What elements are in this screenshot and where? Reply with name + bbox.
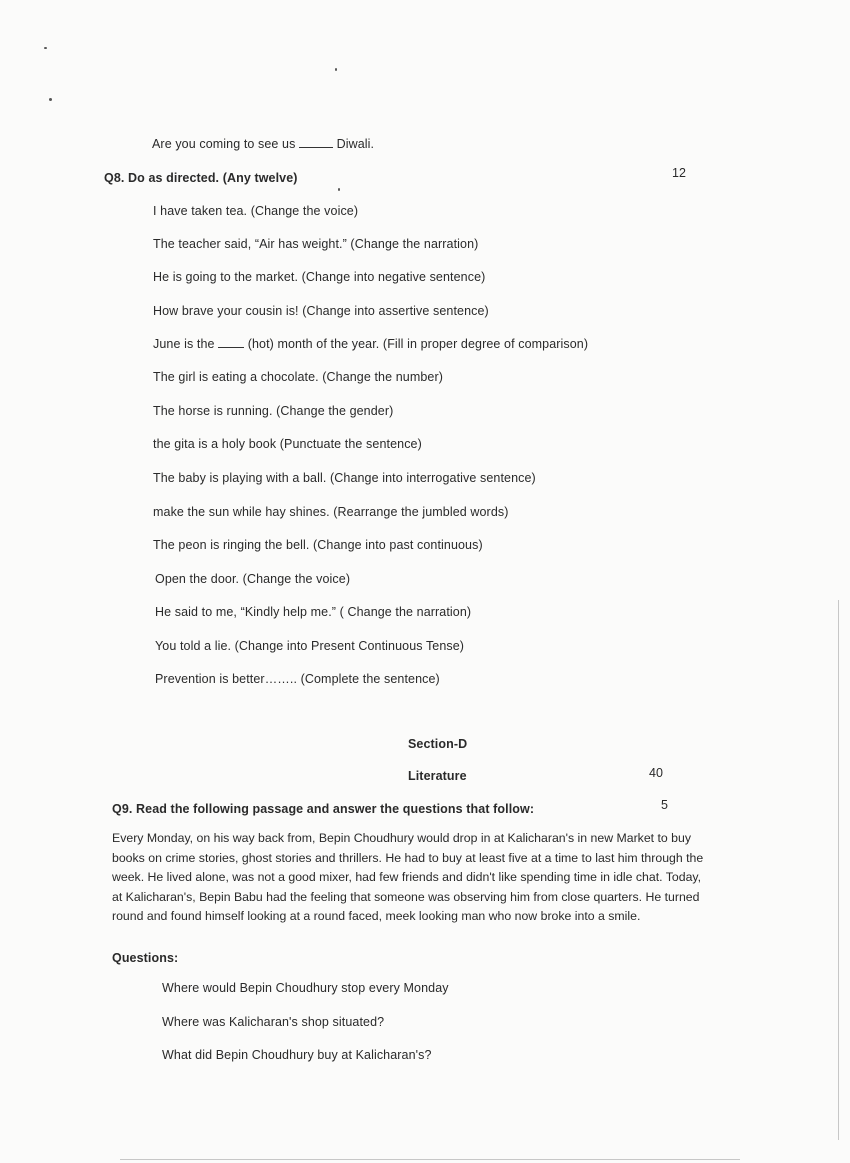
question-item: Where was Kalicharan's shop situated? xyxy=(162,1015,385,1029)
q8-item: The peon is ringing the bell. (Change into past continuous) xyxy=(153,538,483,552)
q8-heading: Q8. Do as directed. (Any twelve) xyxy=(104,171,298,185)
q8-marks: 12 xyxy=(672,166,687,180)
question-item: Where would Bepin Choudhury stop every Monday xyxy=(162,981,449,995)
q8-item: He said to me, “Kindly help me.” ( Change the narration) xyxy=(155,605,472,619)
scan-speck xyxy=(335,68,337,71)
q8-item: You told a lie. (Change into Present Continuous Tense) xyxy=(155,639,465,653)
scan-speck xyxy=(44,47,47,49)
passage-line: round and found himself looking at a round faced, meek looking man who now broke into a smile. xyxy=(112,909,641,923)
scan-edge-line xyxy=(120,1159,740,1160)
q8-item: The horse is running. (Change the gender) xyxy=(153,404,394,418)
section-title: Section-D xyxy=(408,737,468,751)
q8-item: He is going to the market. (Change into negative sentence) xyxy=(153,270,486,284)
q8-item: The baby is playing with a ball. (Change into interrogative sentence) xyxy=(153,471,536,485)
fill-in-sentence xyxy=(152,137,374,151)
passage-line: week. He lived alone, was not a good mixer, had few friends and didn't like spending time in idle chat. Today, xyxy=(112,870,702,884)
passage-line: at Kalicharan's, Bepin Babu had the feeling that someone was observing him from close quarters. He turned xyxy=(112,889,700,904)
scan-speck xyxy=(338,188,340,191)
q8-item-fill-in xyxy=(153,337,588,351)
fill-item-before-blank: June is the xyxy=(153,337,215,351)
q9-side-mark: 5 xyxy=(661,798,669,812)
q8-item: The girl is eating a chocolate. (Change the number) xyxy=(153,370,443,384)
section-marks: 40 xyxy=(649,766,664,780)
q8-item: I have taken tea. (Change the voice) xyxy=(153,204,359,218)
answer-blank xyxy=(218,347,244,348)
question-item: What did Bepin Choudhury buy at Kalicharan's? xyxy=(162,1048,432,1062)
sentence-before-blank: Are you coming to see us xyxy=(152,137,296,151)
scan-edge-line xyxy=(838,600,839,1140)
q8-item: Prevention is better…….. (Complete the sentence) xyxy=(155,672,440,686)
passage-line: Every Monday, on his way back from, Bepin Choudhury would drop in at Kalicharan's in new Market to buy xyxy=(112,831,691,845)
questions-label: Questions: xyxy=(112,951,179,965)
q8-item: Open the door. (Change the voice) xyxy=(155,572,351,586)
fill-item-after-blank: (hot) month of the year. (Fill in proper degree of comparison) xyxy=(247,337,589,351)
q9-heading: Q9. Read the following passage and answer the questions that follow: xyxy=(112,802,535,816)
answer-blank xyxy=(299,147,333,148)
section-subtitle: Literature xyxy=(408,769,467,783)
scan-speck xyxy=(49,98,52,101)
q9-passage xyxy=(112,829,734,927)
passage-line: books on crime stories, ghost stories and thrillers. He had to buy at least five at a time to last him through the xyxy=(112,850,704,865)
sentence-after-blank: Diwali. xyxy=(336,137,375,151)
q8-item: How brave your cousin is! (Change into assertive sentence) xyxy=(153,304,489,318)
q8-item: make the sun while hay shines. (Rearrange the jumbled words) xyxy=(153,505,509,519)
q8-item: the gita is a holy book (Punctuate the sentence) xyxy=(153,437,422,451)
q8-item: The teacher said, “Air has weight.” (Change the narration) xyxy=(153,237,479,251)
